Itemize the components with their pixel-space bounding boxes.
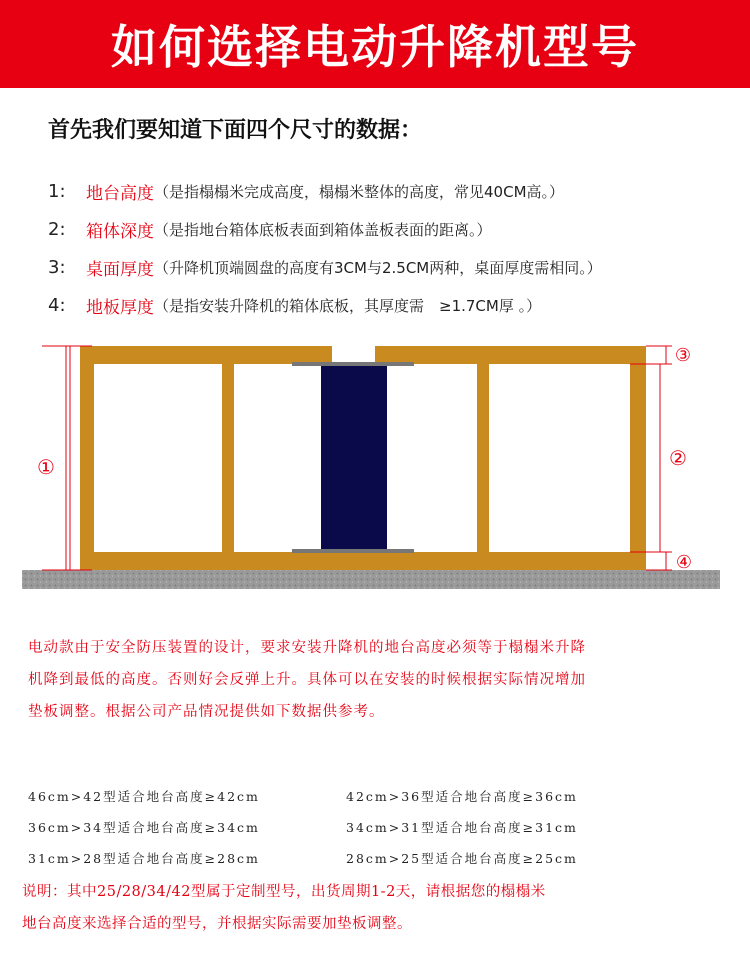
intro-heading: 首先我们要知道下面四个尺寸的数据： — [48, 118, 423, 143]
dimension-number: 1: — [48, 180, 66, 202]
header-banner — [0, 0, 750, 88]
dimension-4-label: ④ — [675, 552, 693, 573]
inner-left-post — [222, 364, 234, 552]
inner-right-post — [477, 364, 489, 552]
footnote-line: 说明：其中25/28/34/42型属于定制型号，出货周期1-2天，请根据您的榻榻米 — [22, 884, 546, 900]
model-spec: 42cm>36型适合地台高度≥36cm — [346, 788, 578, 804]
dimension-number: 3: — [48, 256, 66, 278]
dimension-description: （是指安装升降机的箱体底板，其厚度需 ≥1.7CM厚 。） — [154, 296, 542, 315]
footnote — [22, 876, 732, 940]
dimension-item — [48, 210, 738, 248]
lift-top-plate — [292, 362, 414, 366]
dimension-3-marker — [646, 346, 672, 364]
page-title: 如何选择电动升降机型号 — [111, 20, 639, 74]
frame-bottom-board — [80, 552, 646, 570]
dimension-item — [48, 172, 738, 210]
model-row — [28, 780, 728, 811]
dimension-3-label: ③ — [674, 345, 692, 366]
frame-left-post — [80, 346, 94, 570]
dimension-term: 桌面厚度 — [86, 259, 154, 280]
model-row — [28, 842, 728, 873]
frame-top-left-board — [80, 346, 332, 364]
footnote-line: 地台高度来选择合适的型号，并根据实际需要加垫板调整。 — [22, 916, 412, 932]
dimension-1-label: ① — [37, 455, 55, 479]
dimension-number: 2: — [48, 218, 66, 240]
model-list — [28, 780, 728, 873]
dimension-item — [48, 248, 738, 286]
note-line: 电动款由于安全防压装置的设计，要求安装升降机的地台高度必须等于榻榻米升降 — [28, 640, 586, 656]
model-spec: 34cm>31型适合地台高度≥31cm — [346, 819, 578, 835]
dimension-description: （是指榻榻米完成高度，榻榻米整体的高度，常见40CM高。） — [154, 182, 565, 201]
model-spec: 36cm>34型适合地台高度≥34cm — [28, 819, 260, 835]
dimension-item — [48, 286, 738, 324]
dimension-description: （是指地台箱体底板表面到箱体盖板表面的距离。） — [154, 220, 492, 239]
note-line: 垫板调整。根据公司产品情况提供如下数据供参考。 — [28, 704, 385, 720]
model-spec: 28cm>25型适合地台高度≥25cm — [346, 850, 578, 866]
dimension-description: （升降机顶端圆盘的高度有3CM与2.5CM两种，桌面厚度需相同。） — [154, 258, 602, 277]
floor-ground — [22, 570, 720, 589]
lift-column — [321, 366, 387, 550]
dimension-4-marker — [646, 552, 672, 570]
model-spec: 31cm>28型适合地台高度≥28cm — [28, 850, 260, 866]
dimension-term: 地板厚度 — [86, 297, 154, 318]
lift-bottom-plate — [292, 549, 414, 553]
dimension-list — [48, 172, 738, 324]
dimension-number: 4: — [48, 294, 66, 316]
note-line: 机降到最低的高度。否则好会反弹上升。具体可以在安装的时候根据实际情况增加 — [28, 672, 586, 688]
platform-diagram — [0, 332, 750, 594]
model-row — [28, 811, 728, 842]
dimension-term: 箱体深度 — [86, 221, 154, 242]
installation-note — [28, 632, 728, 728]
dimension-2-label: ② — [669, 446, 687, 470]
model-spec: 46cm>42型适合地台高度≥42cm — [28, 788, 260, 804]
frame-right-post — [630, 346, 646, 570]
dimension-term: 地台高度 — [86, 183, 154, 204]
frame-top-right-board — [375, 346, 646, 364]
